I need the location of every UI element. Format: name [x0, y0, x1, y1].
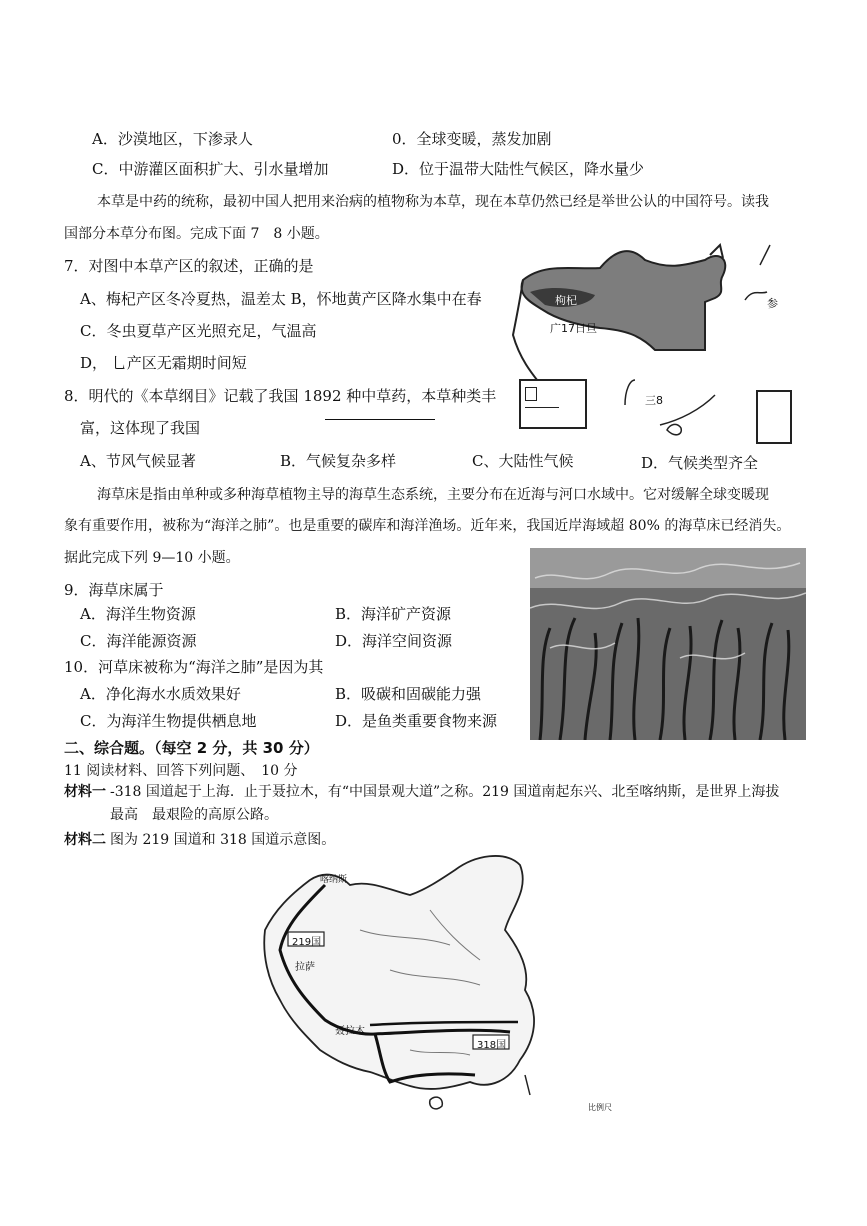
q9-option-d: D．海洋空间资源: [335, 632, 453, 650]
q10-option-d: D．是鱼类重要食物来源: [335, 712, 498, 730]
section2-heading: 二、综合题。（每空 2 分，共 30 分）: [64, 739, 319, 757]
q7-option-ab: A、梅杞产区冬冷夏热，温差太 B，怀地黄产区降水集中在春: [80, 290, 482, 308]
map2-footer: 比例尺: [588, 1103, 612, 1112]
map1-label-san: 三8: [645, 394, 663, 407]
q9-option-a: A．海洋生物资源: [80, 605, 196, 623]
q10-option-c: C．为海洋生物提供栖息地: [80, 712, 257, 730]
q8-stem: 8．明代的《本草纲目》记载了我国 1892 种中草药，本草种类丰: [64, 387, 497, 405]
q10-option-a: A．净化海水水质效果好: [80, 685, 241, 703]
q8-option-b: B．气候复杂多样: [280, 452, 397, 470]
map2-label-nyalam: 聂拉木: [335, 1026, 365, 1037]
q8-stem-line2: 富，这体现了我国: [80, 419, 201, 437]
material2-label: 材料二: [64, 832, 106, 848]
q9-stem: 9．海草床属于: [64, 581, 164, 599]
q8-underline: [325, 419, 435, 420]
q8-option-c: C、大陆性气候: [472, 452, 574, 470]
material2-text: 图为 219 国道和 318 国道示意图。: [110, 832, 336, 848]
material1-label: 材料一: [64, 784, 106, 800]
q7-option-c: C．冬虫夏草产区光照充足，气温高: [80, 322, 317, 340]
q7-option-d: D， 乚产区无霜期时间短: [80, 354, 247, 372]
intro7-line1: 本草是中药的统称，最初中国人把用来治病的植物称为本草，现在本草仍然已经是举世公认的中国符号。读我: [97, 194, 769, 210]
material1-text-line1: -318 国道起于上海．止于聂拉木，有“中国景观大道”之称。219 国道南起东兴、北至喀纳斯，是世界上海拔: [110, 784, 780, 800]
china-map-svg: [250, 850, 560, 1120]
q6-option-c: C．中游灌区面积扩大、引水量增加: [92, 160, 329, 178]
seagrass-photo-svg: [530, 548, 806, 740]
q6-option-b: 0．全球变暖，蒸发加剧: [392, 130, 552, 148]
q7-stem: 7．对图中本草产区的叙述，正确的是: [64, 257, 314, 275]
map1-south-sea-inset: [756, 390, 792, 444]
inset-legend-mark: [525, 387, 537, 401]
q10-stem: 10．河草床被称为“海洋之肺”是因为其: [64, 658, 324, 676]
q8-option-a: A、节风气候显著: [80, 452, 196, 470]
map2-label-lhasa: 拉萨: [295, 962, 315, 973]
intro9-line2: 象有重要作用，被称为“海洋之肺”。也是重要的碳库和海洋渔场。近年来，我国近岸海域超 80% 的海草床已经消失。: [64, 518, 791, 534]
intro9-line1: 海草床是指由单种或多种海草植物主导的海草生态系统，主要分布在近海与河口水域中。它对缓解全球变暖现: [97, 487, 769, 503]
china-highway-map: [250, 850, 560, 1120]
material1-text-line2: 最高 最艰险的高原公路。: [110, 807, 278, 823]
q6-option-a: A．沙漠地区，下渗录人: [92, 130, 253, 148]
q9-option-b: B．海洋矿产资源: [335, 605, 452, 623]
q8-option-d: D．气候类型齐全: [641, 454, 759, 472]
map1-inset-box: [519, 379, 587, 429]
intro9-line3: 据此完成下列 9—10 小题。: [64, 550, 240, 566]
map2-label-kanas: 喀纳斯: [320, 875, 348, 885]
map1-label-gouqi: 枸杞: [555, 294, 577, 307]
intro7-line2: 国部分本草分布图。完成下面 7 8 小题。: [64, 226, 329, 242]
seagrass-photo: [530, 548, 806, 740]
inset-legend-line: [525, 407, 559, 408]
map1-label-region: 广17日旦: [550, 322, 597, 335]
map2-label-219: 219国: [292, 937, 322, 948]
map1-label-shen: 参: [767, 297, 778, 310]
q6-option-d: D．位于温带大陆性气候区，降水量少: [392, 160, 645, 178]
q10-option-b: B．吸碳和固碳能力强: [335, 685, 482, 703]
q9-option-c: C．海洋能源资源: [80, 632, 197, 650]
q11-stem: 11 阅读材料、回答下列问题、 10 分: [64, 763, 298, 779]
map2-label-318: 318国: [477, 1040, 507, 1051]
